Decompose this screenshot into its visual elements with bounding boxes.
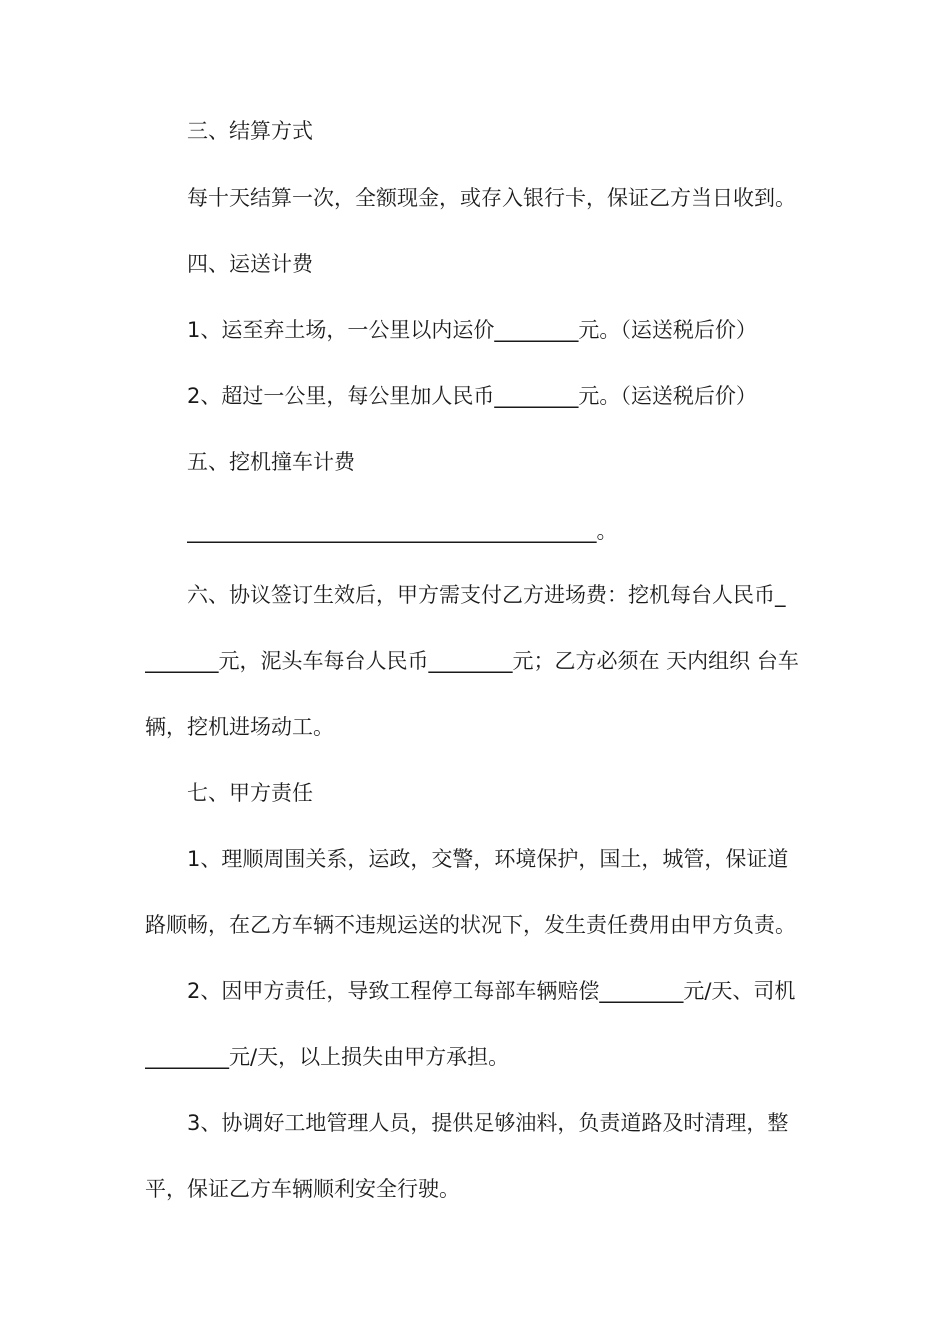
- section-heading-settlement: 三、结算方式: [187, 119, 313, 143]
- paragraph-line: 1、运至弃土场，一公里以内运价________元。（运送税后价）: [187, 318, 757, 342]
- paragraph-line: 2、超过一公里，每公里加人民币________元。（运送税后价）: [187, 384, 757, 408]
- blank-fill-line: _______________________________________。: [187, 519, 618, 543]
- paragraph-line: 1、理顺周围关系，运政，交警，环境保护，国土，城管，保证道: [187, 847, 789, 871]
- section-heading-party-a-duties: 七、甲方责任: [187, 781, 313, 805]
- paragraph-line: 平，保证乙方车辆顺利安全行驶。: [145, 1177, 460, 1201]
- paragraph-line: 路顺畅，在乙方车辆不违规运送的状况下，发生责任费用由甲方负责。: [145, 913, 796, 937]
- section-heading-transport-fee: 四、运送计费: [187, 252, 313, 276]
- paragraph-line: 3、协调好工地管理人员，提供足够油料，负责道路及时清理，整: [187, 1111, 789, 1135]
- paragraph-line: ________元/天，以上损失由甲方承担。: [145, 1045, 510, 1069]
- paragraph-line: 2、因甲方责任，导致工程停工每部车辆赔偿________元/天、司机: [187, 979, 796, 1003]
- paragraph-line: 六、协议签订生效后，甲方需支付乙方进场费：挖机每台人民币_: [187, 583, 786, 607]
- paragraph-line: 辆，挖机进场动工。: [145, 715, 334, 739]
- paragraph-line: _______元，泥头车每台人民币________元；乙方必须在 天内组织 台车: [145, 649, 799, 673]
- paragraph-line: 每十天结算一次，全额现金，或存入银行卡，保证乙方当日收到。: [187, 186, 796, 210]
- section-heading-excavator-fee: 五、挖机撞车计费: [187, 450, 355, 474]
